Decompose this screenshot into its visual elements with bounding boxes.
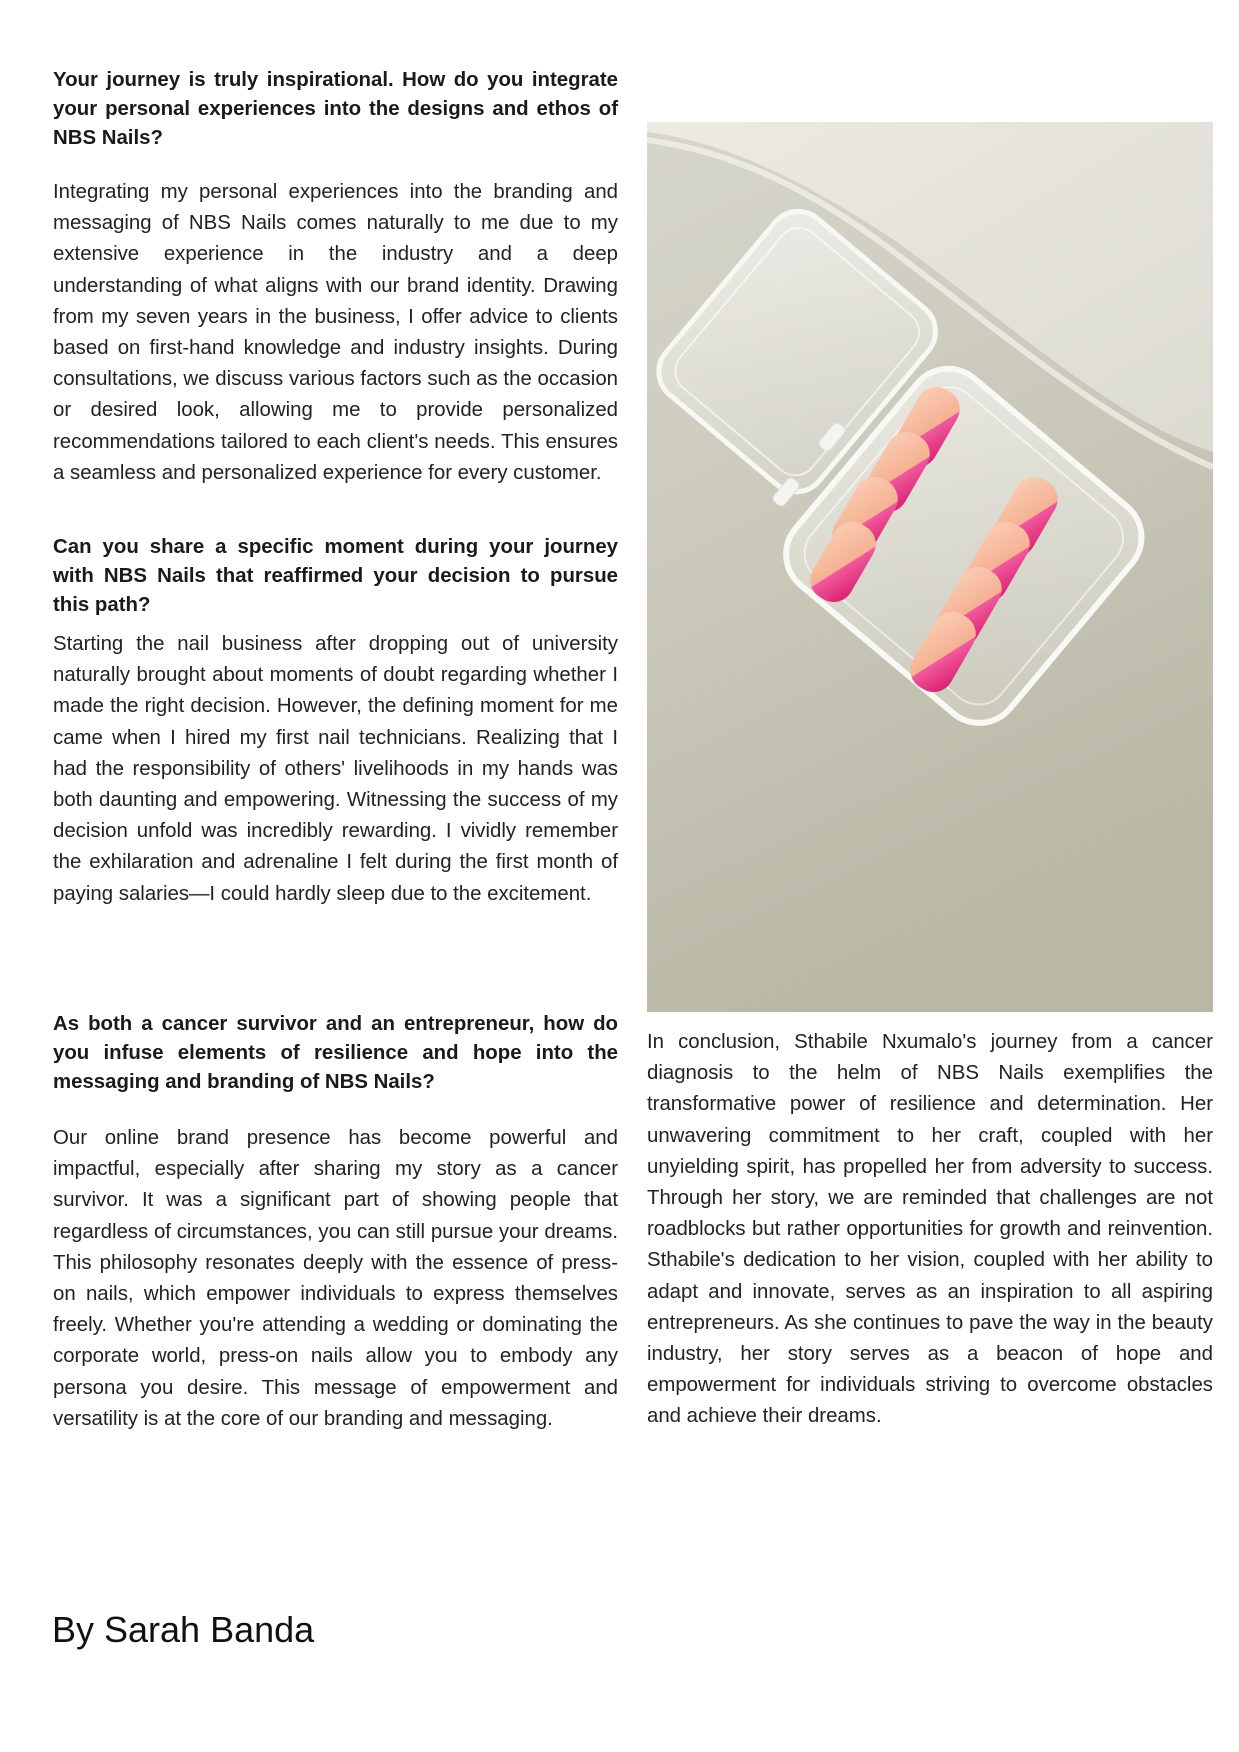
interview-answer-3: Our online brand presence has become powerful and impactful, especially after sharing my story as a cancer survivor. It was a significant part of showing people that regardless of circumstances, you can still pursue your dreams. This philosophy resonates deeply with the essence of press-on nails, which empower individuals to express themselves freely. Whether you're attending a wedding or dominating the corporate world, press-on nails allow you to embody any persona you desire. This message of empowerment and versatility is at the core of our branding and messaging. <box>53 1127 618 1430</box>
conclusion-block <box>647 1027 1213 1433</box>
interview-question-3: As both a cancer survivor and an entrepreneur, how do you infuse elements of resilience and hope into the messaging and branding of NBS Nails? <box>53 1013 618 1093</box>
interview-question-1: Your journey is truly inspirational. How do you integrate your personal experiences into the designs and ethos of NBS Nails? <box>53 69 618 149</box>
author-byline: By Sarah Banda <box>52 1609 315 1650</box>
press-on-nails-photo <box>647 122 1213 1012</box>
interview-answer-2: Starting the nail business after dropping out of university naturally brought about moments of doubt regarding whether I made the right decision. However, the defining moment for me came when I hired my first nail technicians. Realizing that I had the responsibility of others' livelihoods in my hands was both daunting and empowering. Witnessing the success of my decision unfold was incredibly rewarding. I vividly remember the exhilaration and adrenaline I felt during the first month of paying salaries—I could hardly sleep due to the excitement. <box>53 633 618 905</box>
interview-answer-1: Integrating my personal experiences into the branding and messaging of NBS Nails comes naturally to me due to my extensive experience in the industry and a deep understanding of what aligns with our brand identity. Drawing from my seven years in the business, I offer advice to clients based on first-hand knowledge and industry insights. During consultations, we discuss various factors such as the occasion or desired look, allowing me to provide personalized recommendations tailored to each client's needs. This ensures a seamless and personalized experience for every customer. <box>53 181 618 484</box>
conclusion-paragraph: In conclusion, Sthabile Nxumalo's journey from a cancer diagnosis to the helm of NBS Nails exemplifies the transformative power of resilience and determination. Her unwavering commitment to her craft, coupled with her unyielding spirit, has propelled her from adversity to success. Through her story, we are reminded that challenges are not roadblocks but rather opportunities for growth and reinvention. Sthabile's dedication to her vision, coupled with her ability to adapt and innovate, serves as an inspiration to all aspiring entrepreneurs. As she continues to pave the way in the beauty industry, her story serves as a beacon of hope and empowerment for individuals striving to overcome obstacles and achieve their dreams. <box>647 1031 1213 1428</box>
interview-question-2: Can you share a specific moment during your journey with NBS Nails that reaffirmed your decision to pursue this path? <box>53 536 618 616</box>
